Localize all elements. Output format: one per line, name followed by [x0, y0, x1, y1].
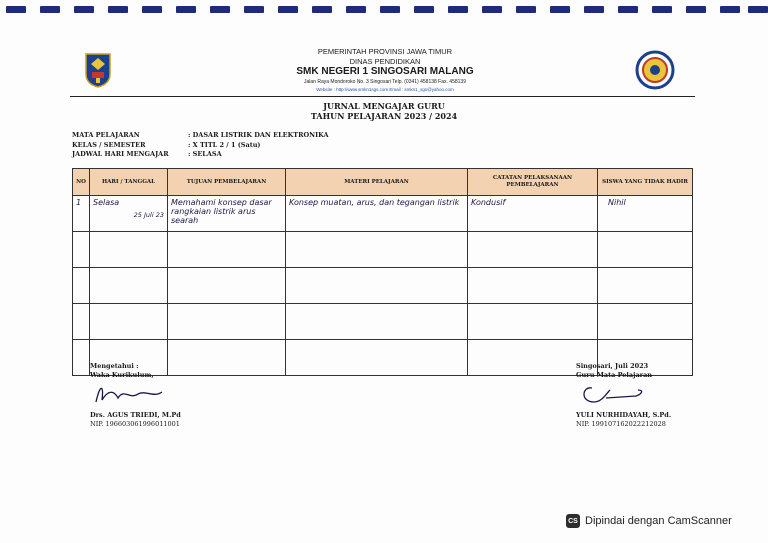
signature-right: [576, 362, 671, 429]
col-header-absent: SISWA YANG TIDAK HADIR: [598, 169, 693, 196]
header-divider: [70, 96, 695, 97]
camscanner-text: Dipindai dengan CamScanner: [585, 515, 732, 527]
meta-value: : DASAR LISTRIK DAN ELEKTRONIKA: [188, 131, 329, 139]
col-header-notes: CATATAN PELAKSANAAN PEMBELAJARAN: [468, 169, 598, 196]
cell-material: [286, 268, 468, 304]
sig-right-role: Guru Mata Pelajaran: [576, 371, 653, 379]
table-row: [73, 232, 693, 268]
letterhead: [70, 44, 695, 94]
sig-left-name: Drs. AGUS TRIEDI, M.Pd: [90, 411, 181, 419]
journal-table: [72, 168, 693, 376]
col-header-date: HARI / TANGGAL: [90, 169, 168, 196]
province-emblem-icon: [84, 52, 112, 88]
cell-absent: [598, 304, 693, 340]
signature-scribble-icon: [90, 380, 170, 408]
cell-absent: Nihil: [598, 196, 693, 232]
doc-subtitle: TAHUN PELAJARAN 2023 / 2024: [310, 111, 458, 121]
sig-left-role: Waka Kurikulum,: [90, 371, 154, 379]
meta-value: : X TITL 2 / 1 (Satu): [188, 140, 261, 149]
cell-day: Selasa: [93, 198, 120, 207]
cell-date-value: 25 Juli 23: [133, 211, 164, 219]
sig-left-nip: NIP. 196603061996011001: [90, 420, 180, 428]
cell-no: [73, 340, 90, 376]
cell-no: [73, 268, 90, 304]
dept-line: DINAS PENDIDIKAN: [349, 57, 421, 66]
cell-notes: [468, 232, 598, 268]
cell-objective: Memahami konsep dasar rangkaian listrik arus searah: [168, 196, 286, 232]
cell-absent: [598, 268, 693, 304]
sig-right-place-date: Singosari, Juli 2023: [576, 362, 649, 370]
sig-right-nip: NIP. 199107162022212028: [576, 420, 666, 428]
school-logo-icon: [635, 50, 675, 90]
meta-label: JADWAL HARI MENGAJAR: [72, 150, 169, 158]
cell-objective: [168, 268, 286, 304]
school-name: SMK NEGERI 1 SINGOSARI MALANG: [296, 66, 474, 77]
cell-date: [90, 268, 168, 304]
cell-date: [90, 196, 168, 232]
gov-line: PEMERINTAH PROVINSI JAWA TIMUR: [317, 47, 453, 56]
cell-material: [286, 232, 468, 268]
col-header-no: NO: [73, 169, 90, 196]
signature-scribble-icon: [576, 380, 656, 408]
sig-right-name: YULI NURHIDAYAH, S.Pd.: [576, 411, 672, 419]
meta-label: KELAS / SEMESTER: [72, 140, 146, 149]
doc-title: JURNAL MENGAJAR GURU: [323, 101, 445, 111]
meta-row: [72, 141, 329, 151]
cell-absent: [598, 232, 693, 268]
cell-material: [286, 340, 468, 376]
binding-holes: [0, 0, 768, 16]
cell-notes: [468, 268, 598, 304]
meta-row: [72, 150, 329, 160]
cell-no: [73, 232, 90, 268]
table-row: [73, 196, 693, 232]
col-header-objective: TUJUAN PEMBELAJARAN: [168, 169, 286, 196]
school-address: Jalan Raya Mondoroko No. 3 Singosari Telp. (0341) 458138 Fax. 458139: [304, 79, 466, 85]
meta-value: : SELASA: [188, 150, 222, 158]
meta-label: MATA PELAJARAN: [72, 131, 140, 139]
school-website: Website : http://www.smkn1sgs.com Email : smkn1_sgs@yahoo.com: [316, 87, 454, 92]
cell-date: [90, 304, 168, 340]
cell-no: [73, 304, 90, 340]
table-header-row: [73, 169, 693, 196]
cell-no: 1: [73, 196, 90, 232]
cell-date: [90, 232, 168, 268]
col-header-material: MATERI PELAJARAN: [286, 169, 468, 196]
cell-objective: [168, 304, 286, 340]
table-row: [73, 268, 693, 304]
camscanner-watermark: [566, 514, 732, 528]
meta-row: [72, 131, 329, 141]
camscanner-logo-icon: CS: [566, 514, 580, 528]
meta-block: [72, 131, 329, 160]
cell-objective: [168, 232, 286, 268]
signature-left: [90, 362, 181, 429]
cell-material: Konsep muatan, arus, dan tegangan listrik: [286, 196, 468, 232]
table-row: [73, 304, 693, 340]
cell-notes: [468, 304, 598, 340]
cell-notes: Kondusif: [468, 196, 598, 232]
sig-left-line1: Mengetahui :: [90, 362, 139, 370]
cell-objective: [168, 340, 286, 376]
cell-material: [286, 304, 468, 340]
